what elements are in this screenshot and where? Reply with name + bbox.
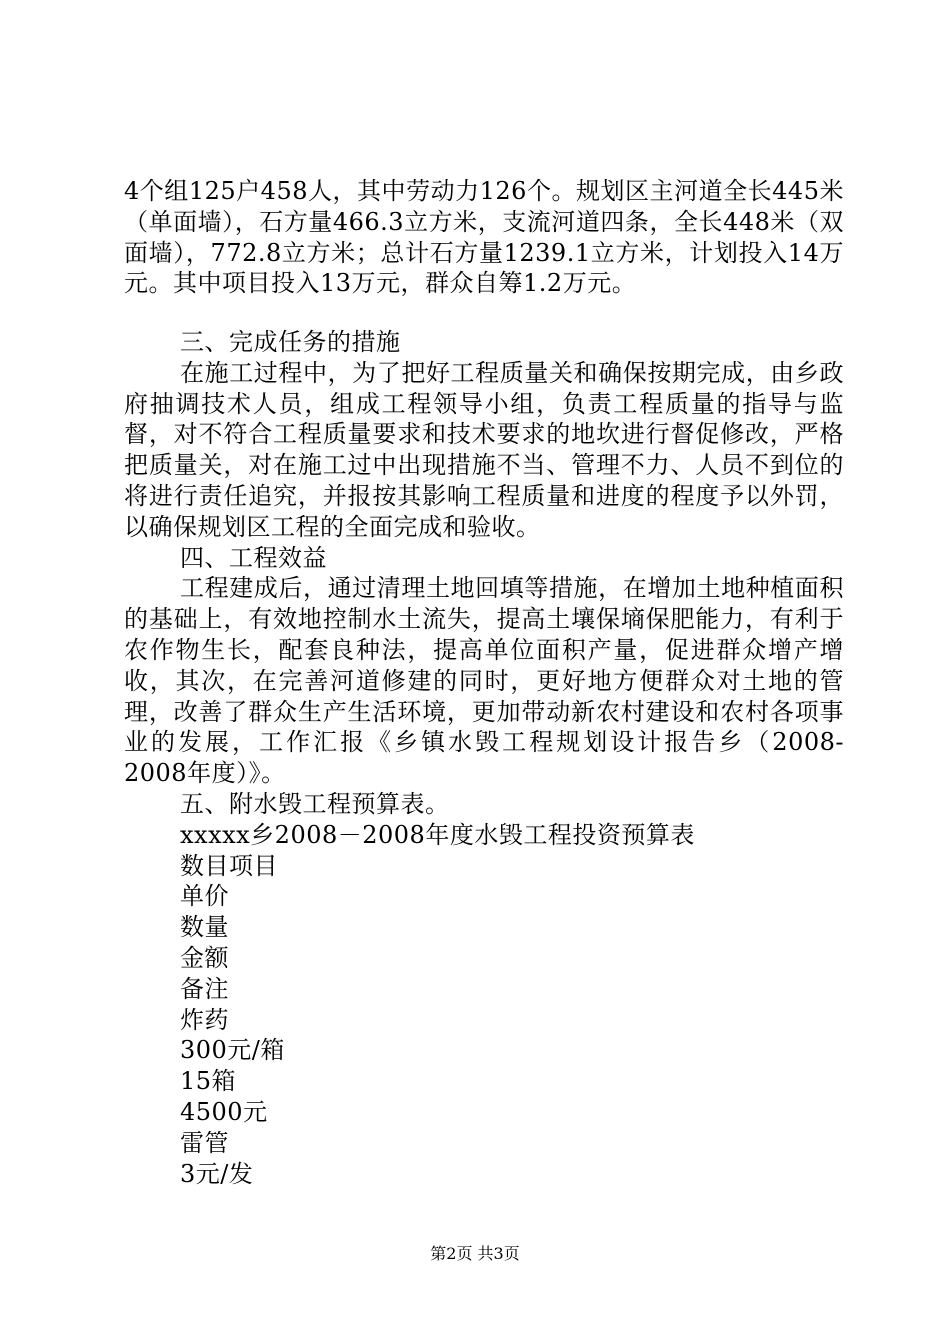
table-header-cell: 单价	[180, 882, 229, 911]
intro-paragraph: 4个组125户458人，其中劳动力126个。规划区主河道全长445米（单面墙），石方量466.3立方米，支流河道四条，全长448米（双面墙），772.8立方米；总计石方量1239.1立方米，计划投入14万元。其中项目投入13万元，群众自筹1.2万元。	[124, 177, 844, 298]
table-cell: 4500元	[180, 1097, 268, 1126]
page-footer: 第2页 共3页	[430, 1244, 520, 1263]
table-header-cell: 备注	[180, 974, 229, 1003]
section4-heading: 四、工程效益	[180, 543, 327, 572]
budget-table-title: xxxxx乡2008－2008年度水毁工程投资预算表	[180, 820, 695, 849]
table-header-cell: 数目项目	[180, 851, 278, 880]
table-cell: 3元/发	[180, 1159, 254, 1188]
section4-body: 工程建成后，通过清理土地回填等措施，在增加土地种植面积的基础上，有效地控制水土流失，提高土壤保墒保肥能力，有利于农作物生长，配套良种法，提高单位面积产量，促进群众增产增收，其次，在完善河道修建的同时，更好地方便群众对土地的管理，改善了群众生产生活环境，更加带动新农村建设和农村各项事业的发展，工作汇报《乡镇水毁工程规划设计报告乡（2008-2008年度）》。	[124, 574, 844, 788]
table-cell: 炸药	[180, 1005, 229, 1034]
section3-body: 在施工过程中，为了把好工程质量关和确保按期完成，由乡政府抽调技术人员，组成工程领导小组，负责工程质量的指导与监督，对不符合工程质量要求和技术要求的地坎进行督促修改，严格把质量关，对在施工过中出现措施不当、管理不力、人员不到位的将进行责任追究，并报按其影响工程质量和进度的程度予以外罚，以确保规划区工程的全面完成和验收。	[124, 358, 844, 541]
table-cell: 雷管	[180, 1128, 229, 1157]
table-header-cell: 数量	[180, 913, 229, 942]
main-block	[124, 327, 844, 1189]
table-cell: 15箱	[180, 1067, 237, 1096]
section5-heading: 五、附水毁工程预算表。	[180, 789, 450, 818]
table-header-cell: 金额	[180, 943, 229, 972]
section3-heading: 三、完成任务的措施	[180, 328, 401, 356]
intro-block	[124, 176, 844, 299]
table-cell: 300元/箱	[180, 1036, 285, 1065]
